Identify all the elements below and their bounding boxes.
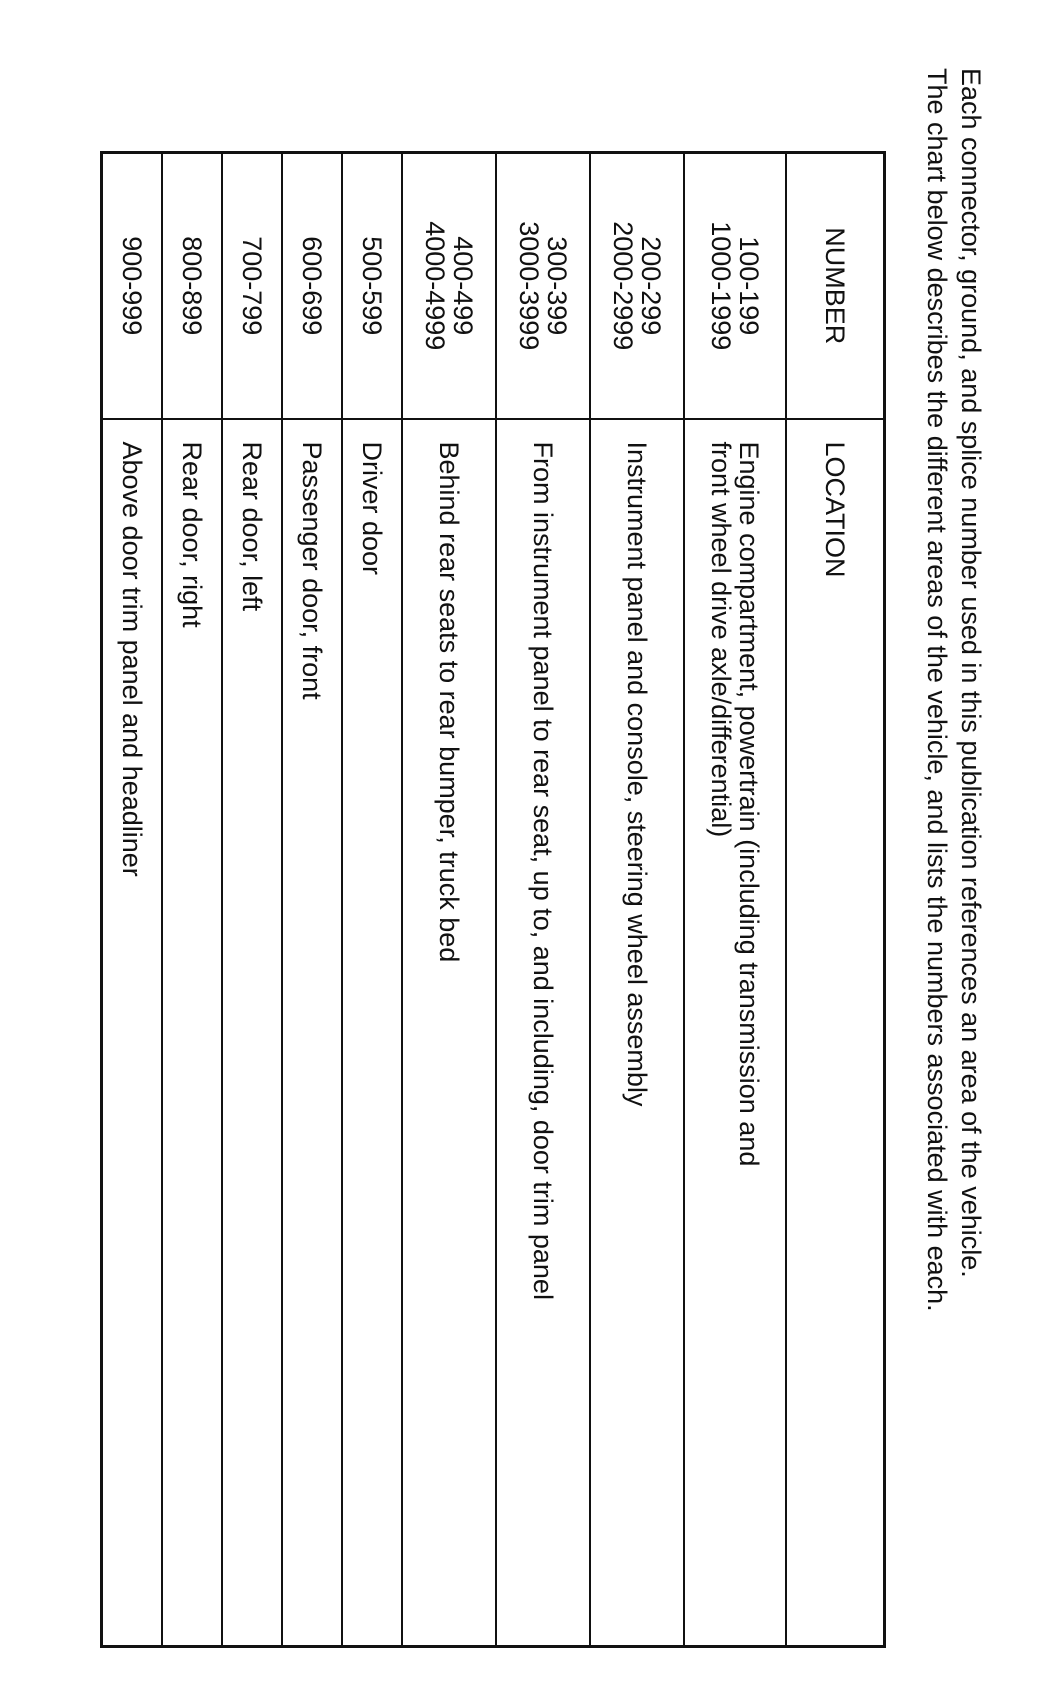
location-cell (162, 419, 222, 1647)
intro-line-1: Each connector, ground, and splice number used in this publication references an area of the vehicle. (956, 68, 986, 1278)
location-cell (342, 419, 402, 1647)
location-text: Behind rear seats to rear bumper, truck bed (434, 441, 464, 963)
number-cell (590, 153, 684, 419)
number-range: 900-999 (117, 236, 147, 336)
number-range: 500-599 (357, 236, 387, 336)
location-text: Driver door (357, 441, 387, 576)
number-cell (342, 153, 402, 419)
intro-text (920, 68, 988, 1648)
location-cell (402, 419, 496, 1647)
number-cell (402, 153, 496, 419)
area-number-chart (100, 151, 886, 1648)
number-cell (162, 153, 222, 419)
number-range: 4000-4999 (420, 221, 450, 351)
number-cell (222, 153, 282, 419)
location-text: Above door trim panel and headliner (117, 441, 147, 877)
table-row (342, 153, 402, 1647)
location-cell (222, 419, 282, 1647)
table-row (590, 153, 684, 1647)
number-range: 600-699 (297, 236, 327, 336)
number-range: 300-399 (542, 236, 572, 336)
number-range: 200-299 (636, 236, 666, 336)
number-cell (102, 153, 163, 419)
number-cell (496, 153, 590, 419)
location-column-header: LOCATION (786, 419, 885, 1647)
number-range: 700-799 (237, 236, 267, 336)
table-row (282, 153, 342, 1647)
location-text: Rear door, right (177, 441, 207, 628)
location-text: From instrument panel to rear seat, up to, and including, door trim panel (528, 441, 558, 1300)
table-header-row (786, 153, 885, 1647)
number-range: 1000-1999 (706, 221, 736, 351)
number-range: 3000-3999 (514, 221, 544, 351)
location-cell (282, 419, 342, 1647)
location-text: Engine compartment, powertrain (including transmission and (734, 441, 764, 1167)
table-row (222, 153, 282, 1647)
table-row (496, 153, 590, 1647)
location-text: Rear door, left (237, 441, 267, 612)
number-range: 100-199 (734, 236, 764, 336)
location-text: front wheel drive axle/differential) (706, 441, 736, 838)
number-range: 400-499 (448, 236, 478, 336)
location-cell (590, 419, 684, 1647)
intro-line-2: The chart below describes the different areas of the vehicle, and lists the numbers associated with each. (922, 68, 952, 1312)
table-row (102, 153, 163, 1647)
location-text: Passenger door, front (297, 441, 327, 700)
location-cell (496, 419, 590, 1647)
number-cell (684, 153, 786, 419)
location-text: Instrument panel and console, steering wheel assembly (622, 441, 652, 1107)
location-cell (102, 419, 163, 1647)
number-range: 2000-2999 (608, 221, 638, 351)
number-range: 800-899 (177, 236, 207, 336)
number-column-header: NUMBER (786, 153, 885, 419)
location-cell (684, 419, 786, 1647)
number-cell (282, 153, 342, 419)
table-row (684, 153, 786, 1647)
table-row (162, 153, 222, 1647)
table-row (402, 153, 496, 1647)
